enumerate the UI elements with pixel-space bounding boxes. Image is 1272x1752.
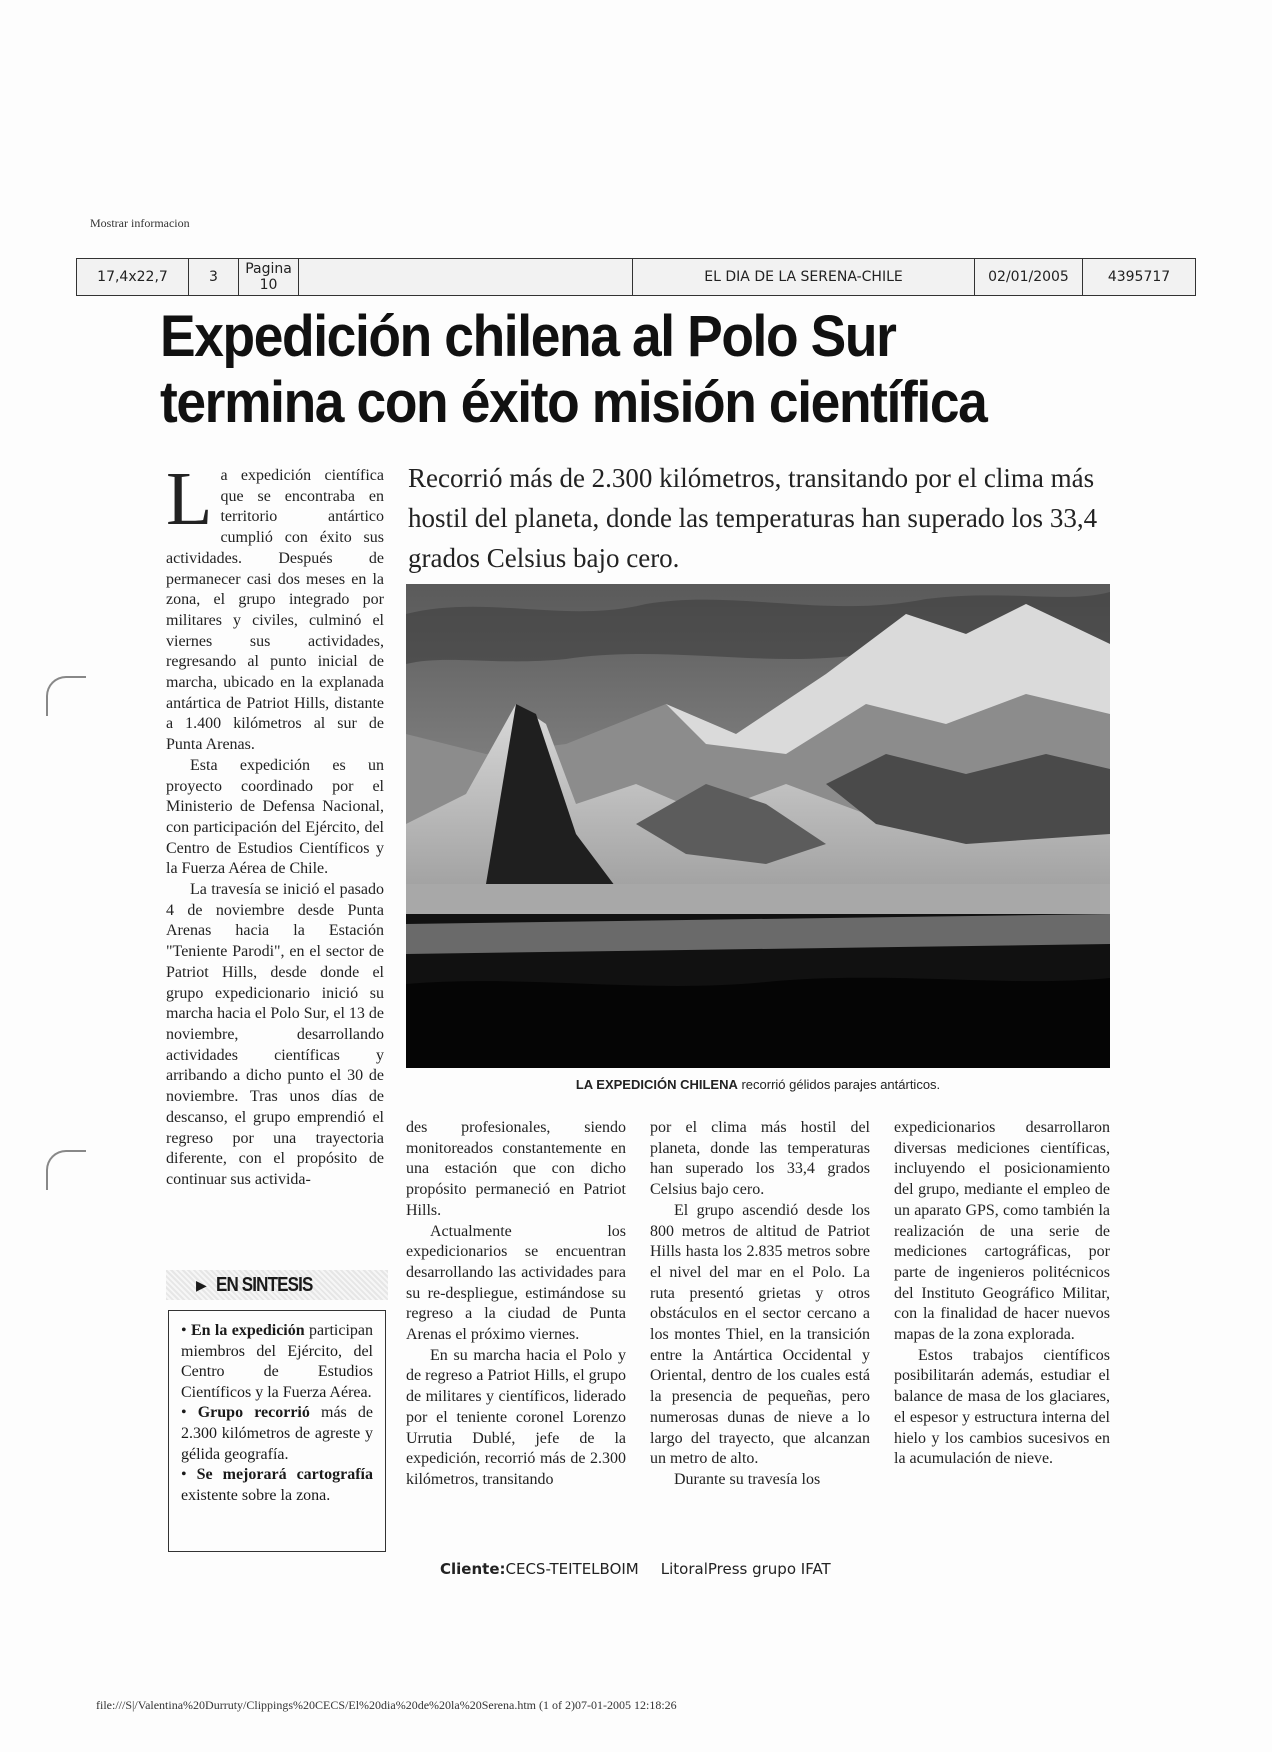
meta-number: 3: [189, 259, 239, 295]
article-headline: [160, 304, 1025, 436]
body-paragraph: Durante su travesía los: [674, 1470, 821, 1488]
article-column-1: [166, 457, 384, 1191]
sintesis-item: • Se mejorará cartografía existente sobre la zona.: [181, 1466, 373, 1504]
sintesis-item-bold: Grupo recorrió: [197, 1404, 310, 1422]
article-column-4: [894, 1118, 1110, 1470]
body-p1-text: a expedición científica que se encontraba en territorio antártico cumplió con éxito sus actividades. Después de permanecer casi dos meses en la zona, el grupo integrado por militares y civiles, culminó el viernes sus actividades, regresando al punto inicial de marcha, ubicado en la explanada antártica de Patriot Hills, distante a 1.400 kilómetros al sur de Punta Arenas.: [166, 467, 384, 754]
mostrar-informacion-label: Mostrar informacion: [90, 216, 190, 230]
punch-hole-mark: [46, 676, 86, 716]
sintesis-item: • En la expedición participan miembros del Ejército, del Centro de Estudios Científicos y la Fuerza Aérea.: [181, 1322, 374, 1401]
cliente-footer: [440, 1560, 831, 1578]
play-triangle-icon: ▶: [196, 1279, 207, 1294]
sintesis-item-text: participan miembros del Ejército, del Centro de Estudios Científicos y la Fuerza Aérea.: [181, 1322, 374, 1401]
body-paragraph: por el clima más hostil del planeta, donde las temperaturas han superado los 33,4 grados Celsius bajo cero.: [650, 1119, 870, 1199]
body-paragraph: Estos trabajos científicos posibilitarán además, estudiar el balance de masa de los glaciares, el espesor y estructura interna del hielo y los cambios sucesivos en la acumulación de nieve.: [894, 1346, 1110, 1468]
body-paragraph: Actualmente los expedicionarios se encuentran desarrollando las actividades para su re-despliegue, estimándose su regreso a la ciudad de Punta Arenas el próximo viernes.: [406, 1222, 626, 1344]
body-paragraph-2: Esta expedición es un proyecto coordinado por el Ministerio de Defensa Nacional, con participación del Ejército, del Centro de Estudios Científicos y la Fuerza Aérea de Chile.: [166, 756, 384, 878]
body-paragraph-1: [166, 457, 384, 756]
sintesis-item: • Grupo recorrió más de 2.300 kilómetros de agreste y gélida geografía.: [181, 1404, 373, 1463]
body-paragraph: En su marcha hacia el Polo y de regreso a Patriot Hills, el grupo de militares y científicos, liderado por el teniente coronel Lorenzo Urrutia Dublé, jefe de la expedición, recorrió más de 2.300 kilómetros, transitando: [406, 1346, 626, 1488]
body-paragraph-3: La travesía se inició el pasado 4 de noviembre desde Punta Arenas hacia la Estación "Teniente Parodi", en el sector de Patriot Hills, desde donde el grupo expedicionario inició su marcha hacia el Polo Sur, el 13 de noviembre, desarrollando actividades científicas y arribando a dicho punto el 30 de noviembre. Tras unos días de descanso, el grupo emprendió el regreso por una trayectoria diferente, con el propósito de continuar sus activida-: [166, 881, 384, 1188]
meta-pagina-label: Pagina: [245, 261, 292, 277]
antarctic-mountains-photo: [406, 584, 1110, 1068]
headline-line-2: termina con éxito misión científica: [160, 370, 987, 435]
sintesis-box: [168, 1310, 386, 1552]
meta-blank: [299, 259, 633, 295]
agency-label: LitoralPress grupo IFAT: [660, 1560, 831, 1578]
body-paragraph: El grupo ascendió desde los 800 metros de altitud de Patriot Hills hasta los 2.835 metros sobre el nivel del mar en el Polo. La ruta presentó grietas y otros obstáculos en el sector cercano a los montes Thiel, en la transición entre la Antártica Occidental y Oriental, dentro de los cuales está la presencia de pequeñas, pero numerosas dunas de nieve a lo largo del trayecto, que alcanzan un metro de alto.: [650, 1201, 870, 1468]
sintesis-item-bold: En la expedición: [190, 1322, 305, 1339]
body-paragraph: expedicionarios desarrollaron diversas mediciones científicas, incluyendo el posicionamiento del grupo, mediante el empleo de un aparato GPS, como también la realización de una serie de mediciones cartográficas, por parte de ingenieros politécnicos del Instituto Geográfico Militar, con la finalidad de hacer nuevos mapas de la zona explorada.: [894, 1119, 1110, 1344]
punch-hole-mark: [46, 1150, 86, 1190]
meta-id: 4395717: [1107, 269, 1171, 285]
body-paragraph: des profesionales, siendo monitoreados constantemente en una estación que con dicho propósito permaneció en Patriot Hills.: [406, 1119, 626, 1219]
article-column-2: [406, 1118, 626, 1491]
meta-pagina: [239, 259, 299, 295]
drop-cap: L: [166, 457, 213, 541]
cliente-value: CECS-TEITELBOIM: [505, 1560, 639, 1578]
sintesis-item-text: más de 2.300 kilómetros de agreste y gélida geografía.: [181, 1404, 373, 1463]
article-column-3: [650, 1118, 870, 1491]
meta-size: 17,4x22,7: [77, 259, 189, 295]
headline-line-1: Expedición chilena al Polo Sur: [160, 304, 896, 369]
cliente-label: Cliente:: [440, 1560, 506, 1578]
sintesis-item-text: existente sobre la zona.: [181, 1486, 331, 1504]
file-path-footer: file:///S|/Valentina%20Durruty/Clippings%20CECS/El%20dia%20de%20la%20Serena.htm (1 of 2)07-01-2005 12:18:26: [96, 1698, 677, 1712]
sintesis-item-bold: Se mejorará cartografía: [196, 1466, 373, 1484]
meta-pagina-value: 10: [259, 277, 278, 293]
caption-rest: recorrió gélidos parajes antárticos.: [737, 1077, 941, 1092]
meta-date: 02/01/2005: [975, 259, 1083, 295]
sintesis-header: [166, 1270, 388, 1300]
article-lead: Recorrió más de 2.300 kilómetros, transitando por el clima más hostil del planeta, donde las temperaturas han superado los 33,4 grados Celsius bajo cero.: [408, 463, 1098, 573]
caption-bold: LA EXPEDICIÓN CHILENA: [575, 1077, 738, 1092]
sintesis-title: EN SINTESIS: [216, 1274, 313, 1296]
photo-caption: [406, 1077, 1110, 1092]
meta-newspaper: EL DIA DE LA SERENA-CHILE: [633, 259, 975, 295]
clipping-meta-bar: [76, 258, 1196, 296]
